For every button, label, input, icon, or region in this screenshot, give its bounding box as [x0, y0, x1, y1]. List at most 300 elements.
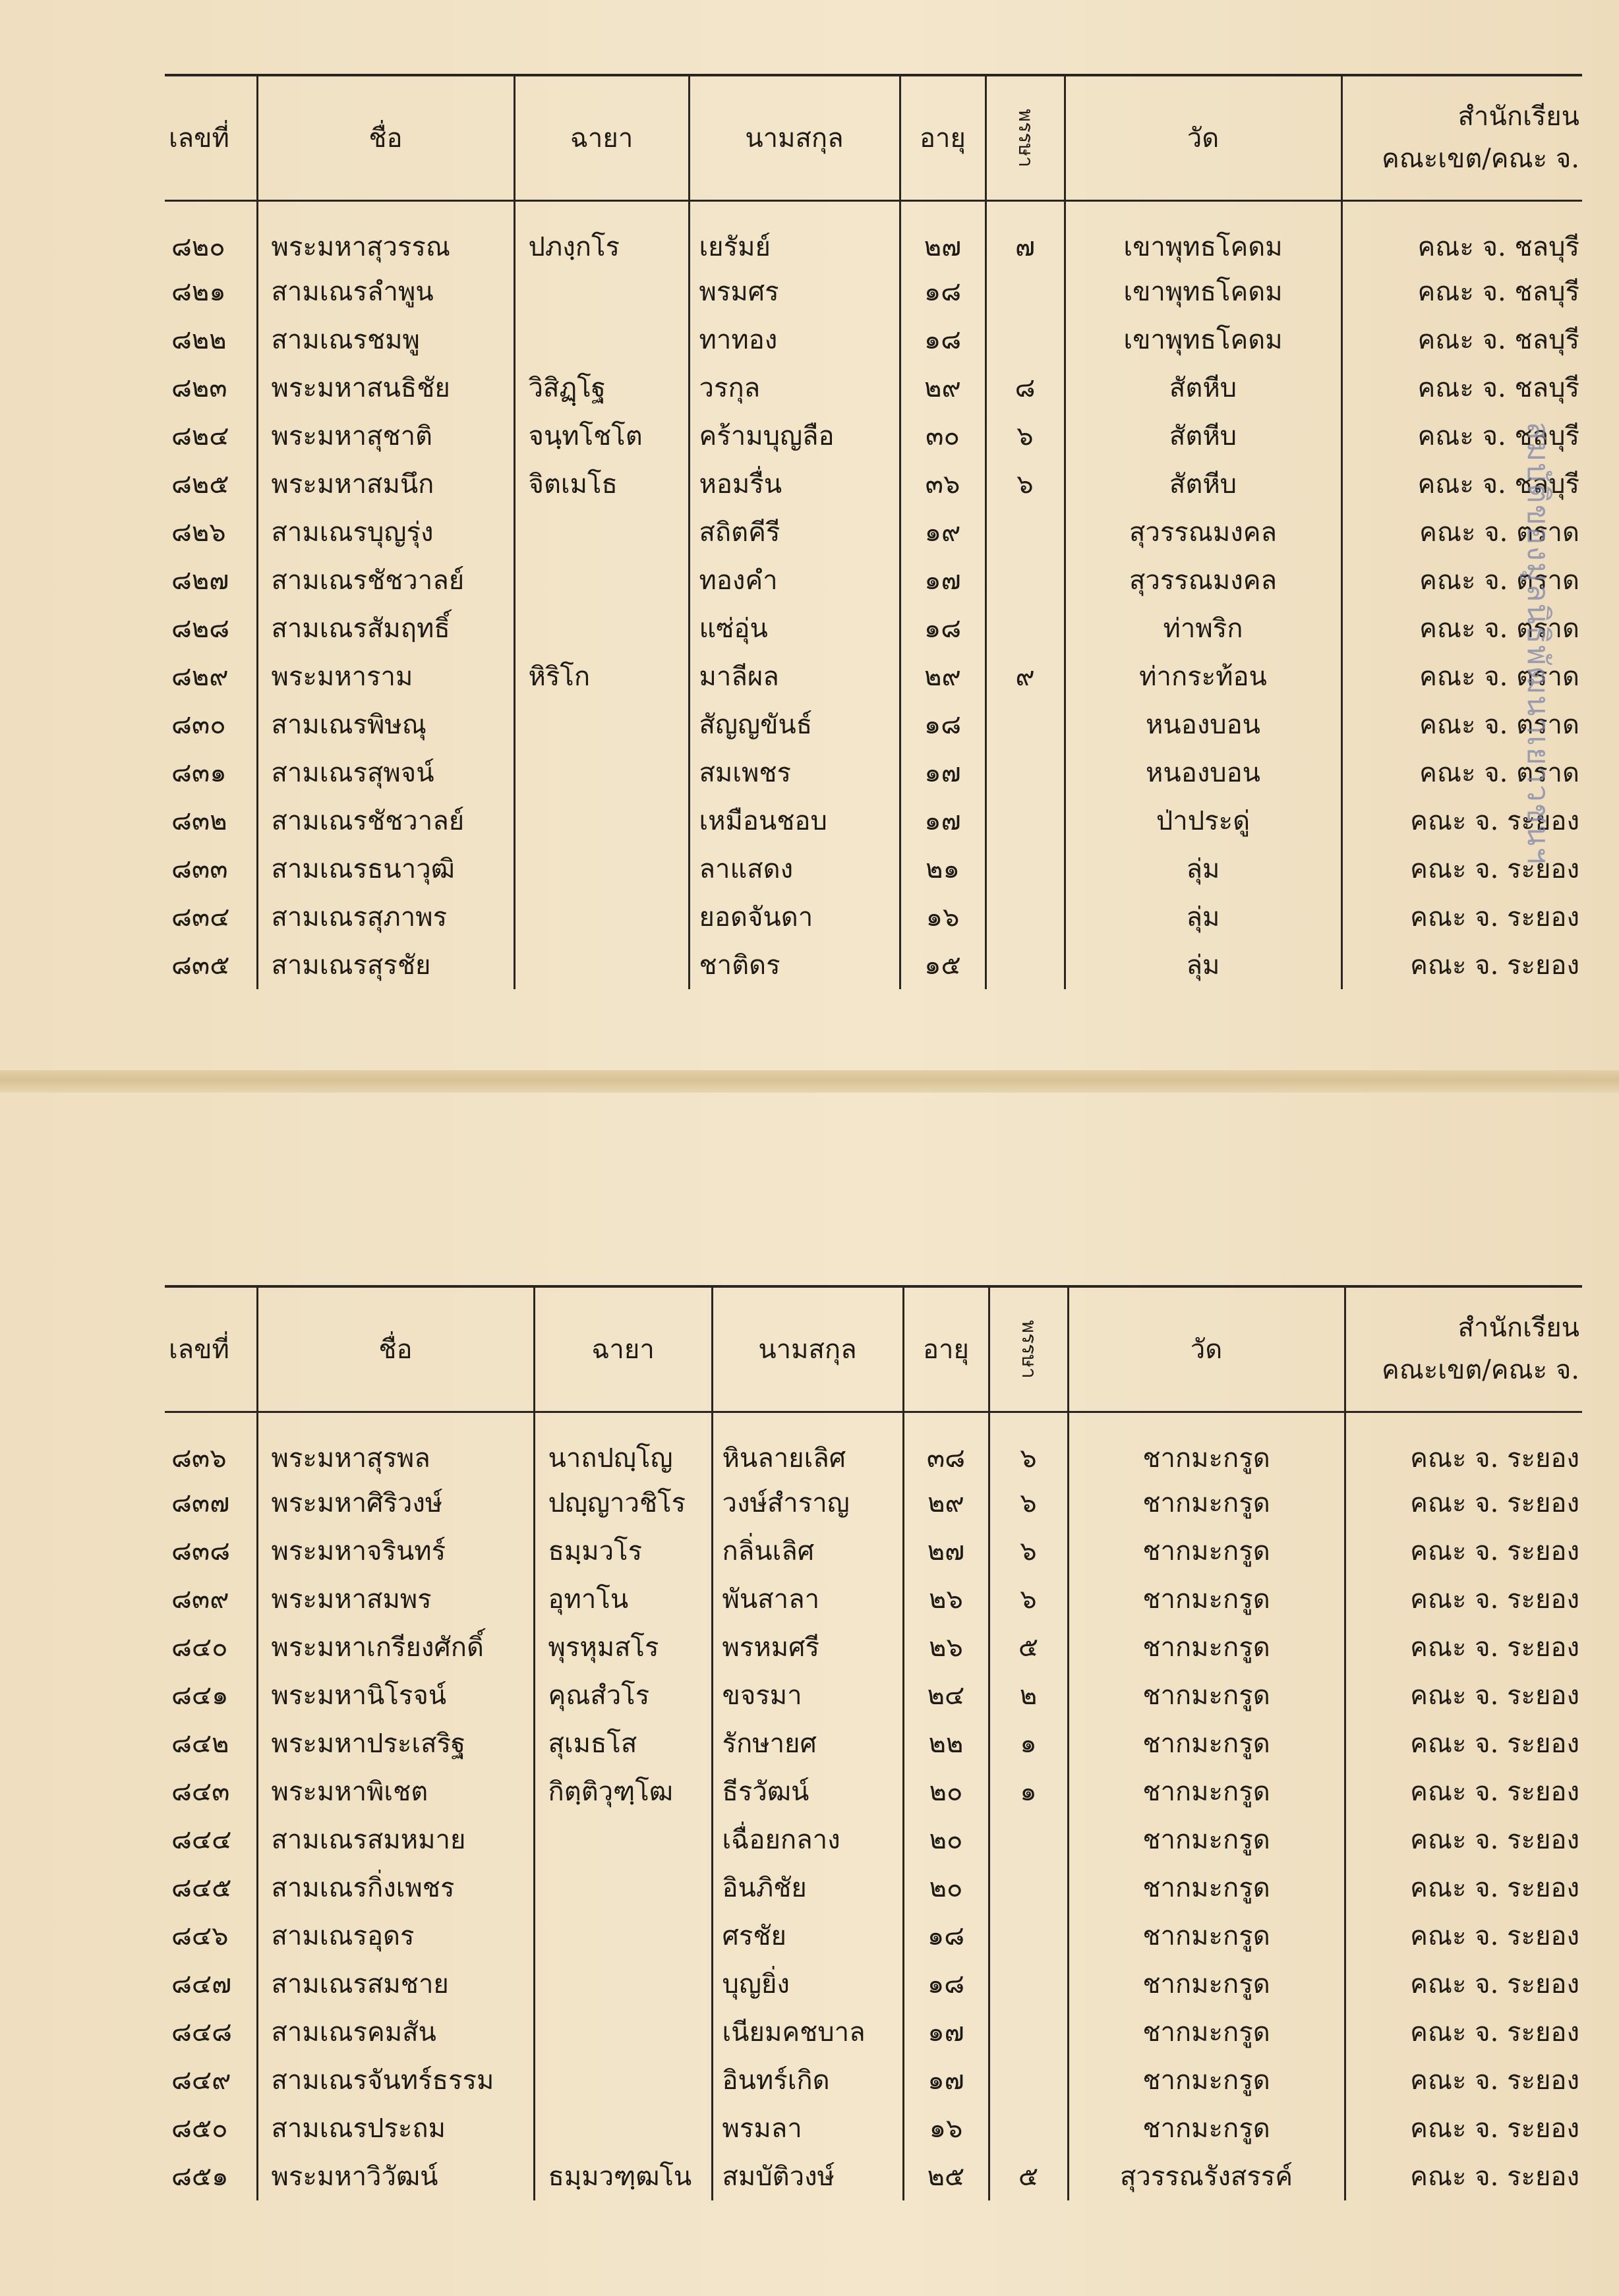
table-row	[165, 604, 1582, 652]
cell-no: ๘๔๓	[171, 1777, 230, 1807]
side-watermark: สมบัติของมูลนิธิพัฒนาเยาวชนฯ	[1521, 422, 1556, 866]
cell-name: สามเณรอุดร	[257, 1912, 534, 1960]
header-no: เลขที่	[169, 1335, 229, 1365]
table-row	[165, 364, 1582, 412]
table-row	[165, 556, 1582, 604]
cell-name: พระมหาสมพร	[257, 1575, 534, 1623]
header-age: อายุ	[900, 75, 986, 200]
cell-wat: ชากมะกรูด	[1068, 1412, 1345, 1479]
cell-name: สามเณรสัมฤทธิ์	[257, 604, 514, 652]
cell-office: คณะ จ. ระยอง	[1345, 2056, 1582, 2104]
cell-phansa: ๖	[989, 1412, 1068, 1479]
cell-age: ๒๙	[900, 364, 986, 412]
cell-no: ๘๓๗	[171, 1488, 230, 1518]
header-phansa	[986, 75, 1065, 200]
header-phansa-label: พรรษา	[1016, 1319, 1040, 1379]
cell-office: คณะ จ. ตราด	[1341, 604, 1582, 652]
cell-alias	[514, 604, 689, 652]
cell-wat: ลุ่ม	[1065, 845, 1341, 893]
cell-name: พระมหาเกรียงศักดิ์	[257, 1623, 534, 1671]
cell-wat: ชากมะกรูด	[1068, 1527, 1345, 1575]
cell-age: ๒๖	[903, 1575, 989, 1623]
table-row	[165, 1575, 1582, 1623]
cell-name: สามเณรสุรชัย	[257, 941, 514, 989]
cell-phansa: ๑	[989, 1719, 1068, 1767]
cell-name: พระมหาพิเชต	[257, 1767, 534, 1816]
cell-office: คณะ จ. ชลบุรี	[1341, 412, 1582, 460]
cell-phansa	[986, 604, 1065, 652]
cell-age: ๓๐	[900, 412, 986, 460]
header-office-line2: คณะเขต/คณะ จ.	[1381, 144, 1579, 175]
cell-no: ๘๓๒	[171, 806, 227, 836]
cell-phansa: ๖	[986, 460, 1065, 508]
cell-no: ๘๔๖	[171, 1921, 229, 1951]
cell-alias: ปภงฺกโร	[514, 200, 689, 268]
cell-no: ๘๔๒	[171, 1729, 229, 1759]
cell-surname: ชาติดร	[689, 941, 900, 989]
cell-name: พระมหาจรินทร์	[257, 1527, 534, 1575]
cell-surname: ยอดจันดา	[689, 893, 900, 941]
cell-alias: สุเมธโส	[534, 1719, 712, 1767]
header-surname: นามสกุล	[689, 75, 900, 200]
cell-name: พระมหาวิวัฒน์	[257, 2152, 534, 2200]
cell-office: คณะ จ. ระยอง	[1345, 1527, 1582, 1575]
cell-wat: ชากมะกรูด	[1068, 1575, 1345, 1623]
cell-phansa	[989, 2056, 1068, 2104]
cell-age: ๑๕	[900, 941, 986, 989]
cell-alias	[534, 1912, 712, 1960]
cell-no: ๘๒๔	[171, 421, 229, 451]
table-row	[165, 652, 1582, 701]
cell-office: คณะ จ. ชลบุรี	[1341, 268, 1582, 316]
cell-no: ๘๒๑	[171, 277, 226, 307]
cell-no: ๘๓๔	[171, 902, 230, 933]
header-age: อายุ	[903, 1286, 989, 1412]
table-row	[165, 412, 1582, 460]
table-row	[165, 2056, 1582, 2104]
cell-no: ๘๔๕	[171, 1873, 232, 1903]
cell-alias	[514, 845, 689, 893]
cell-phansa: ๗	[986, 200, 1065, 268]
cell-age: ๑๖	[903, 2104, 989, 2152]
table-row	[165, 845, 1582, 893]
table-row	[165, 701, 1582, 749]
cell-alias	[514, 941, 689, 989]
cell-office: คณะ จ. ตราด	[1341, 652, 1582, 701]
cell-age: ๒๗	[903, 1527, 989, 1575]
cell-phansa	[986, 701, 1065, 749]
cell-office: คณะ จ. ระยอง	[1341, 893, 1582, 941]
cell-alias: จิตเมโธ	[514, 460, 689, 508]
cell-surname: รักษายศ	[712, 1719, 903, 1767]
cell-surname: ขจรมา	[712, 1671, 903, 1719]
cell-name: พระมหาสนธิชัย	[257, 364, 514, 412]
table-row	[165, 1527, 1582, 1575]
cell-no: ๘๒๒	[171, 325, 227, 355]
cell-name: พระมหาสมนึก	[257, 460, 514, 508]
cell-age: ๑๙	[900, 508, 986, 556]
cell-office: คณะ จ. ระยอง	[1345, 1816, 1582, 1864]
cell-name: พระมหาสุชาติ	[257, 412, 514, 460]
cell-phansa: ๑	[989, 1767, 1068, 1816]
table-row	[165, 1816, 1582, 1864]
cell-age: ๑๗	[900, 556, 986, 604]
cell-office: คณะ จ. ระยอง	[1345, 2152, 1582, 2200]
cell-no: ๘๒๓	[171, 373, 227, 403]
cell-no: ๘๔๑	[171, 1680, 229, 1711]
cell-no: ๘๔๐	[171, 1632, 228, 1663]
cell-name: พระมหาศิริวงษ์	[257, 1479, 534, 1527]
top-roster-table	[165, 74, 1582, 989]
cell-surname: เฉื่อยกลาง	[712, 1816, 903, 1864]
cell-phansa	[986, 556, 1065, 604]
cell-phansa: ๕	[989, 1623, 1068, 1671]
table-row	[165, 1719, 1582, 1767]
cell-wat: สุวรรณมงคล	[1065, 556, 1341, 604]
cell-phansa	[986, 316, 1065, 364]
cell-office: คณะ จ. ระยอง	[1341, 941, 1582, 989]
table-row	[165, 1864, 1582, 1912]
cell-wat: สัตหีบ	[1065, 364, 1341, 412]
bottom-header-row	[165, 1286, 1582, 1412]
cell-age: ๒๐	[903, 1816, 989, 1864]
page-crease	[0, 1070, 1619, 1093]
header-surname: นามสกุล	[712, 1286, 903, 1412]
cell-alias: กิตฺติวุฑฺโฒ	[534, 1767, 712, 1816]
cell-phansa	[989, 1816, 1068, 1864]
cell-surname: ทาทอง	[689, 316, 900, 364]
cell-alias	[514, 701, 689, 749]
table-row	[165, 508, 1582, 556]
header-alias: ฉายา	[514, 75, 689, 200]
cell-no: ๘๒๗	[171, 565, 229, 596]
cell-age: ๒๙	[903, 1479, 989, 1527]
cell-alias: อุทาโน	[534, 1575, 712, 1623]
cell-wat: ป่าประดู่	[1065, 797, 1341, 845]
cell-age: ๑๘	[903, 1912, 989, 1960]
cell-surname: แซ่อุ่น	[689, 604, 900, 652]
table-row	[165, 1960, 1582, 2008]
cell-alias	[514, 797, 689, 845]
table-row	[165, 2008, 1582, 2056]
cell-name: สามเณรพิษณุ	[257, 701, 514, 749]
cell-phansa	[989, 1960, 1068, 2008]
cell-office: คณะ จ. ตราด	[1341, 701, 1582, 749]
table-row	[165, 749, 1582, 797]
cell-no: ๘๓๖	[171, 1443, 227, 1474]
cell-office: คณะ จ. ระยอง	[1345, 1479, 1582, 1527]
cell-office: คณะ จ. ชลบุรี	[1341, 364, 1582, 412]
cell-surname: กลิ่นเลิศ	[712, 1527, 903, 1575]
cell-surname: หินลายเลิศ	[712, 1412, 903, 1479]
cell-phansa	[989, 1864, 1068, 1912]
cell-no: ๘๓๕	[171, 950, 230, 981]
cell-office: คณะ จ. ระยอง	[1345, 1623, 1582, 1671]
cell-surname: มาลีผล	[689, 652, 900, 701]
cell-name: สามเณรชมพู	[257, 316, 514, 364]
cell-surname: พรมศร	[689, 268, 900, 316]
cell-alias	[534, 1960, 712, 2008]
top-header-row	[165, 75, 1582, 200]
cell-name: สามเณรสุพจน์	[257, 749, 514, 797]
header-phansa	[989, 1286, 1068, 1412]
cell-wat: เขาพุทธโคดม	[1065, 316, 1341, 364]
cell-phansa: ๙	[986, 652, 1065, 701]
cell-age: ๑๗	[903, 2056, 989, 2104]
cell-surname: พรมลา	[712, 2104, 903, 2152]
cell-alias: ปญฺญาวชิโร	[534, 1479, 712, 1527]
cell-no: ๘๔๘	[171, 2017, 232, 2048]
cell-alias	[534, 2008, 712, 2056]
table-row	[165, 316, 1582, 364]
header-name: ชื่อ	[257, 1286, 534, 1412]
cell-alias: จนฺทโชโต	[514, 412, 689, 460]
cell-age: ๒๑	[900, 845, 986, 893]
cell-office: คณะ จ. ระยอง	[1345, 2008, 1582, 2056]
cell-no: ๘๔๗	[171, 1969, 232, 1999]
table-row	[165, 2104, 1582, 2152]
cell-name: พระมหาสุวรรณ	[257, 200, 514, 268]
header-no: เลขที่	[169, 123, 229, 154]
cell-phansa	[989, 2008, 1068, 2056]
cell-phansa	[986, 845, 1065, 893]
cell-phansa: ๖	[989, 1527, 1068, 1575]
cell-alias	[514, 893, 689, 941]
cell-surname: สมบัติวงษ์	[712, 2152, 903, 2200]
cell-office: คณะ จ. ระยอง	[1341, 845, 1582, 893]
cell-phansa: ๒	[989, 1671, 1068, 1719]
cell-office: คณะ จ. ระยอง	[1345, 1575, 1582, 1623]
cell-name: สามเณรคมสัน	[257, 2008, 534, 2056]
cell-no: ๘๓๐	[171, 710, 226, 740]
cell-name: สามเณรลำพูน	[257, 268, 514, 316]
table-row	[165, 460, 1582, 508]
cell-alias: คุณสํวโร	[534, 1671, 712, 1719]
cell-surname: หอมรื่น	[689, 460, 900, 508]
cell-surname: วรกุล	[689, 364, 900, 412]
cell-surname: อินทร์เกิด	[712, 2056, 903, 2104]
cell-office: คณะ จ. ระยอง	[1345, 1412, 1582, 1479]
cell-wat: หนองบอน	[1065, 701, 1341, 749]
cell-alias	[514, 316, 689, 364]
cell-alias	[534, 1864, 712, 1912]
cell-office: คณะ จ. ตราด	[1341, 508, 1582, 556]
cell-wat: ชากมะกรูด	[1068, 1864, 1345, 1912]
cell-age: ๑๘	[900, 268, 986, 316]
cell-alias	[514, 508, 689, 556]
cell-wat: ลุ่ม	[1065, 893, 1341, 941]
cell-name: พระมหาสุรพล	[257, 1412, 534, 1479]
cell-age: ๓๘	[903, 1412, 989, 1479]
cell-no: ๘๓๙	[171, 1584, 229, 1615]
cell-surname: ลาแสดง	[689, 845, 900, 893]
cell-no: ๘๓๓	[171, 854, 228, 884]
cell-alias: ธมฺมวฑฺฒโน	[534, 2152, 712, 2200]
cell-age: ๒๕	[903, 2152, 989, 2200]
cell-phansa: ๖	[986, 412, 1065, 460]
cell-alias	[514, 556, 689, 604]
table-row	[165, 1412, 1582, 1479]
cell-surname: วงษ์สำราญ	[712, 1479, 903, 1527]
cell-age: ๑๗	[900, 797, 986, 845]
cell-no: ๘๔๙	[171, 2065, 231, 2096]
cell-wat: ชากมะกรูด	[1068, 2056, 1345, 2104]
cell-wat: หนองบอน	[1065, 749, 1341, 797]
cell-name: พระมหานิโรจน์	[257, 1671, 534, 1719]
cell-office: คณะ จ. ระยอง	[1341, 797, 1582, 845]
cell-age: ๒๗	[900, 200, 986, 268]
top-table-body	[165, 200, 1582, 989]
cell-age: ๒๒	[903, 1719, 989, 1767]
cell-wat: ชากมะกรูด	[1068, 1719, 1345, 1767]
cell-surname: ทองคำ	[689, 556, 900, 604]
cell-surname: สัญญขันธ์	[689, 701, 900, 749]
header-office-line2: คณะเขต/คณะ จ.	[1381, 1355, 1579, 1386]
cell-wat: สุวรรณรังสรรค์	[1068, 2152, 1345, 2200]
cell-no: ๘๓๘	[171, 1536, 231, 1566]
cell-wat: ท่าพริก	[1065, 604, 1341, 652]
cell-no: ๘๕๐	[171, 2113, 228, 2144]
table-row	[165, 1671, 1582, 1719]
table-row	[165, 1767, 1582, 1816]
table-row	[165, 941, 1582, 989]
cell-name: สามเณรธนาวุฒิ	[257, 845, 514, 893]
cell-phansa	[986, 797, 1065, 845]
cell-no: ๘๔๔	[171, 1825, 232, 1855]
cell-age: ๒๐	[903, 1864, 989, 1912]
cell-no: ๘๓๑	[171, 758, 227, 788]
cell-age: ๒๐	[903, 1767, 989, 1816]
cell-age: ๑๘	[900, 701, 986, 749]
cell-wat: สัตหีบ	[1065, 412, 1341, 460]
table-row	[165, 268, 1582, 316]
cell-surname: สมเพชร	[689, 749, 900, 797]
cell-no: ๘๕๑	[171, 2162, 229, 2192]
cell-surname: ศรชัย	[712, 1912, 903, 1960]
cell-name: สามเณรบุญรุ่ง	[257, 508, 514, 556]
header-alias: ฉายา	[534, 1286, 712, 1412]
cell-office: คณะ จ. ตราด	[1341, 556, 1582, 604]
cell-wat: ชากมะกรูด	[1068, 2104, 1345, 2152]
cell-wat: ชากมะกรูด	[1068, 1816, 1345, 1864]
header-name: ชื่อ	[257, 75, 514, 200]
cell-phansa	[986, 508, 1065, 556]
cell-alias	[534, 2056, 712, 2104]
cell-phansa: ๕	[989, 2152, 1068, 2200]
cell-wat: สุวรรณมงคล	[1065, 508, 1341, 556]
header-wat: วัด	[1065, 75, 1341, 200]
cell-office: คณะ จ. ระยอง	[1345, 1719, 1582, 1767]
cell-age: ๑๖	[900, 893, 986, 941]
cell-surname: อินภิชัย	[712, 1864, 903, 1912]
cell-alias	[534, 2104, 712, 2152]
cell-office: คณะ จ. ระยอง	[1345, 2104, 1582, 2152]
cell-surname: เยรัมย์	[689, 200, 900, 268]
cell-surname: พันสาลา	[712, 1575, 903, 1623]
cell-alias	[514, 268, 689, 316]
header-office-line1: สำนักเรียน	[1457, 101, 1579, 132]
cell-no: ๘๒๕	[171, 469, 229, 500]
cell-alias: ธมฺมวโร	[534, 1527, 712, 1575]
table-row	[165, 1479, 1582, 1527]
cell-alias	[514, 749, 689, 797]
cell-office: คณะ จ. ระยอง	[1345, 1912, 1582, 1960]
cell-alias: หิริโก	[514, 652, 689, 701]
bottom-roster-table	[165, 1285, 1582, 2200]
cell-age: ๑๗	[903, 2008, 989, 2056]
cell-alias: วิสิฏฺโฐ	[514, 364, 689, 412]
cell-phansa	[986, 941, 1065, 989]
header-wat: วัด	[1068, 1286, 1345, 1412]
cell-phansa	[986, 268, 1065, 316]
bottom-table-body	[165, 1412, 1582, 2200]
cell-phansa	[989, 1912, 1068, 1960]
cell-phansa: ๘	[986, 364, 1065, 412]
cell-wat: ลุ่ม	[1065, 941, 1341, 989]
cell-name: สามเณรกิ่งเพชร	[257, 1864, 534, 1912]
cell-age: ๑๗	[900, 749, 986, 797]
cell-name: สามเณรสุภาพร	[257, 893, 514, 941]
cell-age: ๑๘	[903, 1960, 989, 2008]
cell-phansa	[989, 2104, 1068, 2152]
cell-alias: นาถปญฺโญ	[534, 1412, 712, 1479]
table-row	[165, 2152, 1582, 2200]
cell-name: สามเณรชัชวาลย์	[257, 797, 514, 845]
header-office	[1341, 75, 1582, 200]
cell-office: คณะ จ. ระยอง	[1345, 1767, 1582, 1816]
cell-phansa: ๖	[989, 1575, 1068, 1623]
cell-office: คณะ จ. ชลบุรี	[1341, 200, 1582, 268]
cell-no: ๘๒๘	[171, 614, 230, 644]
cell-office: คณะ จ. ชลบุรี	[1341, 460, 1582, 508]
table-row	[165, 1912, 1582, 1960]
cell-wat: ชากมะกรูด	[1068, 1671, 1345, 1719]
cell-office: คณะ จ. ระยอง	[1345, 1960, 1582, 2008]
cell-office: คณะ จ. ชลบุรี	[1341, 316, 1582, 364]
cell-phansa: ๖	[989, 1479, 1068, 1527]
header-phansa-label: พรรษา	[1013, 108, 1037, 167]
cell-no: ๘๒๐	[171, 231, 225, 262]
cell-name: สามเณรสมชาย	[257, 1960, 534, 2008]
header-office-line1: สำนักเรียน	[1457, 1313, 1579, 1344]
cell-wat: ชากมะกรูด	[1068, 2008, 1345, 2056]
cell-surname: พรหมศรี	[712, 1623, 903, 1671]
cell-surname: เหมือนชอบ	[689, 797, 900, 845]
cell-wat: ชากมะกรูด	[1068, 1960, 1345, 2008]
cell-phansa	[986, 749, 1065, 797]
cell-office: คณะ จ. ระยอง	[1345, 1864, 1582, 1912]
cell-phansa	[986, 893, 1065, 941]
cell-age: ๒๙	[900, 652, 986, 701]
cell-age: ๑๘	[900, 316, 986, 364]
cell-name: สามเณรจันทร์ธรรม	[257, 2056, 534, 2104]
cell-wat: ท่ากระท้อน	[1065, 652, 1341, 701]
cell-office: คณะ จ. ตราด	[1341, 749, 1582, 797]
cell-name: สามเณรประถม	[257, 2104, 534, 2152]
cell-wat: ชากมะกรูด	[1068, 1479, 1345, 1527]
cell-wat: เขาพุทธโคดม	[1065, 200, 1341, 268]
cell-alias	[534, 1816, 712, 1864]
cell-name: สามเณรชัชวาลย์	[257, 556, 514, 604]
cell-age: ๓๖	[900, 460, 986, 508]
cell-name: สามเณรสมหมาย	[257, 1816, 534, 1864]
cell-alias: พุรหุมสโร	[534, 1623, 712, 1671]
cell-no: ๘๒๖	[171, 517, 226, 548]
table-row	[165, 893, 1582, 941]
cell-wat: ชากมะกรูด	[1068, 1767, 1345, 1816]
table-row	[165, 1623, 1582, 1671]
cell-surname: ธีรวัฒน์	[712, 1767, 903, 1816]
